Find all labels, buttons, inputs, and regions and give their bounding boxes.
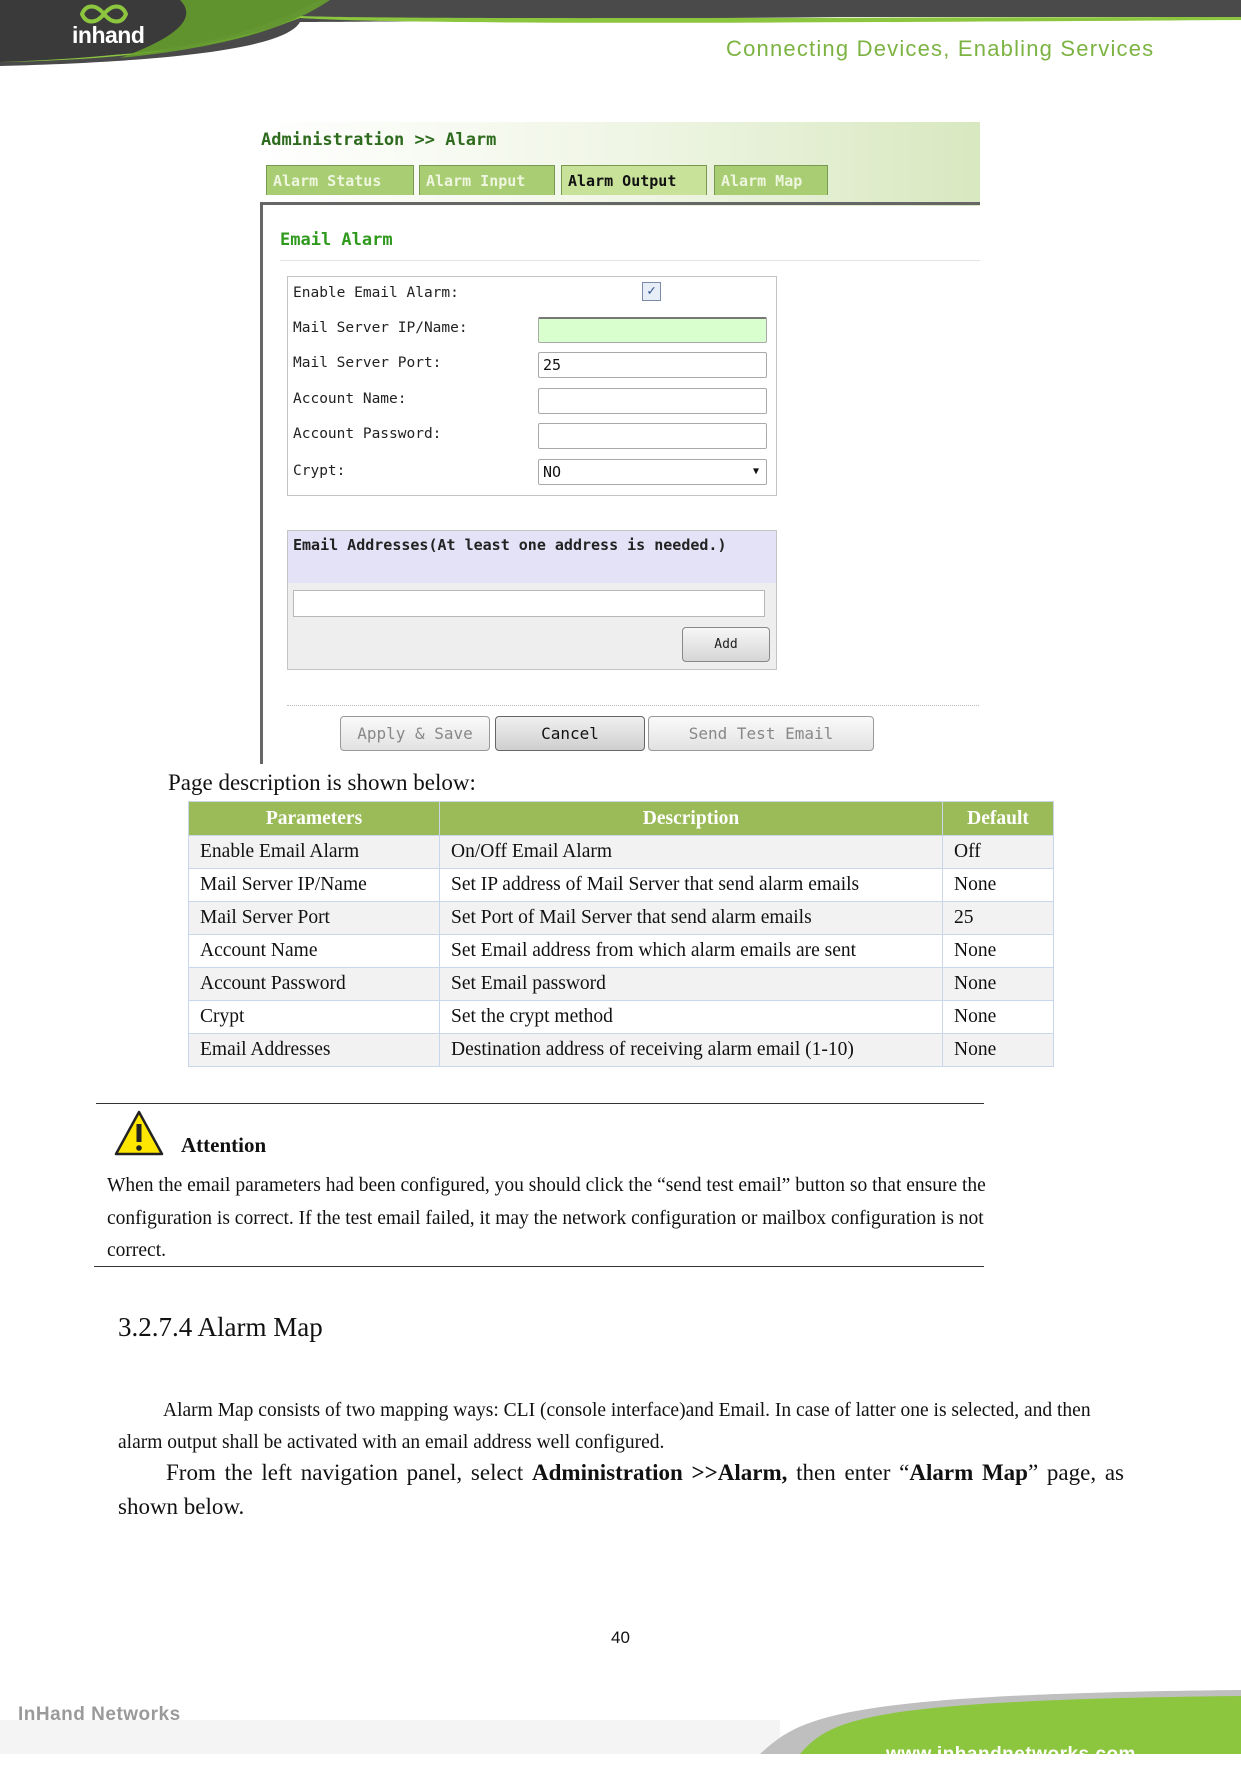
table-row [189, 902, 1054, 935]
cancel-button[interactable]: Cancel [495, 716, 645, 751]
param-default: 25 [943, 902, 1054, 935]
chevron-down-icon: ▼ [752, 466, 759, 477]
param-description: On/Off Email Alarm [440, 836, 943, 869]
param-name: Mail Server IP/Name [189, 869, 440, 902]
footer-company: InHand Networks [18, 1704, 181, 1725]
mail-server-input[interactable] [538, 317, 767, 343]
account-name-input[interactable] [538, 388, 767, 414]
param-description: Destination address of receiving alarm email (1-10) [440, 1034, 943, 1067]
param-description: Set IP address of Mail Server that send alarm emails [440, 869, 943, 902]
account-name-label: Account Name: [293, 391, 407, 407]
param-name: Account Password [189, 968, 440, 1001]
para2-text-a: From the left navigation panel, select [166, 1460, 533, 1485]
param-name: Enable Email Alarm [189, 836, 440, 869]
tab-alarm-status[interactable]: Alarm Status [266, 165, 414, 195]
header-slogan: Connecting Devices, Enabling Services [726, 36, 1155, 61]
tab-alarm-output[interactable]: Alarm Output [561, 165, 707, 195]
table-row [189, 1034, 1054, 1067]
para2-text-c: then enter “ [787, 1460, 910, 1485]
parameter-table [188, 801, 1054, 1067]
add-button[interactable]: Add [682, 627, 770, 662]
alarm-map-paragraph: Alarm Map consists of two mapping ways: CLI (console interface)and Email. In case of latter one is selected, and then alarm output shall be activated with an email address well configured. [118, 1400, 1091, 1453]
tab-underline [262, 202, 980, 205]
attention-bottom-rule [94, 1266, 984, 1267]
mail-server-port-label: Mail Server Port: [293, 355, 442, 371]
header-default: Default [943, 802, 1054, 836]
screenshot-title: Administration >> Alarm [261, 130, 497, 150]
crypt-select-value: NO [543, 463, 562, 481]
table-row [189, 836, 1054, 869]
mail-server-port-input[interactable]: 25 [538, 352, 767, 378]
param-default: Off [943, 836, 1054, 869]
header-description: Description [440, 802, 943, 836]
dotted-divider [287, 705, 979, 706]
section-divider [280, 260, 980, 261]
param-default: None [943, 869, 1054, 902]
account-password-label: Account Password: [293, 426, 442, 442]
page-description-intro: Page description is shown below: [168, 770, 476, 795]
table-row [189, 935, 1054, 968]
param-default: None [943, 1001, 1054, 1034]
param-name: Account Name [189, 935, 440, 968]
para2-text-e: ” page, as shown below. [118, 1460, 1124, 1519]
table-header-row [189, 802, 1054, 836]
enable-email-alarm-label: Enable Email Alarm: [293, 285, 459, 301]
logo-text: inhand [72, 22, 145, 48]
param-default: None [943, 935, 1054, 968]
attention-top-rule [96, 1103, 984, 1104]
email-address-input[interactable] [293, 590, 765, 617]
param-description: Set Port of Mail Server that send alarm emails [440, 902, 943, 935]
alarm-output-screenshot [258, 122, 980, 764]
param-name: Email Addresses [189, 1034, 440, 1067]
param-description: Set Email password [440, 968, 943, 1001]
para2-bold-path: Administration >>Alarm, [532, 1460, 788, 1485]
attention-text: When the email parameters had been configured, you should click the “send test email” button so that ensure the configuration is correct. If the test email failed, it may the network configuration or mailbox configuration is not correct. [107, 1175, 986, 1261]
mail-server-label: Mail Server IP/Name: [293, 320, 468, 336]
param-name: Crypt [189, 1001, 440, 1034]
param-default: None [943, 968, 1054, 1001]
crypt-select[interactable] [538, 459, 767, 485]
section-heading: 3.2.7.4 Alarm Map [118, 1312, 323, 1342]
crypt-label: Crypt: [293, 463, 346, 479]
account-password-input[interactable] [538, 423, 767, 449]
table-row [189, 869, 1054, 902]
param-name: Mail Server Port [189, 902, 440, 935]
send-test-email-button[interactable]: Send Test Email [648, 716, 874, 751]
para2-bold-page: Alarm Map [909, 1460, 1028, 1485]
email-alarm-heading: Email Alarm [280, 230, 393, 250]
tab-alarm-map[interactable]: Alarm Map [714, 165, 828, 195]
content-left-border [260, 202, 263, 764]
enable-email-alarm-checkbox[interactable]: ✓ [642, 282, 661, 301]
footer-website[interactable]: www.inhandnetworks.com [886, 1744, 1136, 1765]
table-row [189, 968, 1054, 1001]
param-description: Set the crypt method [440, 1001, 943, 1034]
header-parameters: Parameters [189, 802, 440, 836]
table-row [189, 1001, 1054, 1034]
page-number: 40 [611, 1628, 630, 1647]
email-addresses-title: Email Addresses(At least one address is needed.) [293, 536, 727, 554]
warning-icon [114, 1110, 164, 1156]
navigation-paragraph [118, 1456, 1124, 1524]
tab-alarm-input[interactable]: Alarm Input [419, 165, 555, 195]
param-default: None [943, 1034, 1054, 1067]
param-description: Set Email address from which alarm emails are sent [440, 935, 943, 968]
attention-title: Attention [181, 1133, 267, 1157]
apply-save-button[interactable]: Apply & Save [340, 716, 490, 751]
